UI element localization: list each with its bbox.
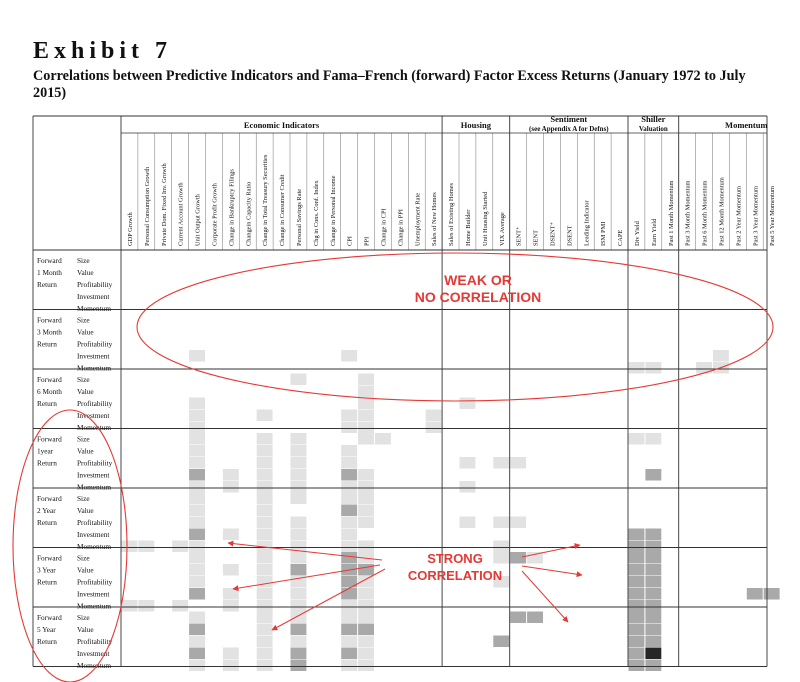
shaded-cell (189, 541, 205, 553)
column-label: Home Builder (464, 209, 472, 246)
shaded-cell (460, 517, 476, 529)
horizon-label: Return (37, 518, 57, 527)
column-label: CPI (346, 236, 354, 246)
shaded-cell (257, 636, 273, 648)
shaded-cell (257, 564, 273, 576)
shaded-cell (358, 541, 374, 553)
shaded-cell (189, 457, 205, 469)
shaded-cell (460, 457, 476, 469)
shaded-cell (257, 529, 273, 541)
horizon-label: Return (37, 637, 57, 646)
factor-label: Profitability (77, 339, 113, 349)
column-label: Personal Savings Rate (295, 188, 303, 246)
shaded-cell (375, 433, 391, 445)
factor-label: Investment (77, 470, 110, 480)
shaded-cell (358, 493, 374, 505)
weak-correlation-annotation (388, 272, 568, 306)
shaded-cell (341, 350, 357, 362)
column-label: Chg in Cons. Conf. Index (312, 180, 320, 246)
horizon-label: 1 Month (37, 268, 62, 277)
shaded-cell (510, 612, 526, 624)
horizon-label: Forward (37, 256, 62, 265)
shaded-cell (645, 541, 661, 553)
shaded-cell (645, 564, 661, 576)
shaded-cell (645, 576, 661, 588)
column-label: SENT⁺ (515, 226, 523, 246)
shaded-cell (291, 374, 307, 386)
shaded-cell (645, 433, 661, 445)
shaded-cell (189, 398, 205, 410)
factor-label: Momentum (77, 363, 112, 373)
shaded-cell (257, 624, 273, 636)
column-label: GDP Growth (126, 212, 134, 246)
factor-label: Value (77, 268, 94, 277)
shaded-cell (291, 624, 307, 636)
shaded-cell (341, 541, 357, 553)
shaded-cell (358, 612, 374, 624)
factor-label: Value (77, 625, 94, 634)
shaded-cell (189, 564, 205, 576)
shaded-cell (629, 636, 645, 648)
shaded-cell (257, 493, 273, 505)
shaded-cell (257, 612, 273, 624)
group-header-2-line-0: Sentiment (550, 114, 588, 124)
shaded-cell (291, 552, 307, 564)
shaded-cell (747, 588, 763, 600)
shaded-cell (358, 386, 374, 398)
shaded-cell (629, 624, 645, 636)
shaded-cell (645, 469, 661, 481)
shaded-cell (189, 624, 205, 636)
group-header-1-line-0: Housing (460, 120, 492, 130)
shaded-cell (291, 529, 307, 541)
shaded-cell (629, 612, 645, 624)
strong-annotation-line-2: CORRELATION (407, 568, 503, 583)
column-label: Past 2 Year Momentum (735, 185, 743, 246)
shaded-cell (341, 457, 357, 469)
shaded-cell (291, 481, 307, 493)
shaded-cell (527, 612, 543, 624)
cells-layer (122, 350, 780, 671)
shaded-cell (460, 398, 476, 410)
shaded-cell (629, 362, 645, 374)
shaded-cell (358, 588, 374, 600)
factor-label: Value (77, 387, 94, 396)
group-header-0-line-0: Economic Indicators (243, 120, 320, 130)
column-label: Change in Consumer Credit (279, 174, 287, 246)
horizon-label: Return (37, 458, 57, 468)
column-label: Private Dom. Fixed Inv. Growth (160, 163, 168, 246)
shaded-cell (629, 529, 645, 541)
horizon-label: Forward (37, 494, 62, 503)
shaded-cell (138, 600, 154, 612)
column-label: Change in CPI (380, 208, 388, 246)
shaded-cell (291, 469, 307, 481)
shaded-cell (645, 660, 661, 672)
shaded-cell (189, 576, 205, 588)
annotation-arrow (233, 565, 380, 589)
shaded-cell (358, 422, 374, 434)
horizon-label: Forward (37, 613, 62, 622)
factor-label: Profitability (77, 577, 113, 587)
factor-label: Value (77, 506, 94, 515)
shaded-cell (291, 445, 307, 457)
shaded-cell (358, 410, 374, 422)
column-label: Past 3 Year Momentum (752, 185, 760, 246)
column-label: Div Yield (633, 221, 641, 246)
column-label: Change in Personal Income (329, 175, 337, 246)
shaded-cell (257, 469, 273, 481)
shaded-cell (257, 445, 273, 457)
shaded-cell (291, 517, 307, 529)
horizon-label: 5 Year (37, 625, 56, 634)
shaded-cell (291, 636, 307, 648)
shaded-cell (341, 648, 357, 660)
shaded-cell (257, 576, 273, 588)
shaded-cell (629, 660, 645, 672)
column-label: Past 3 Month Momentum (684, 180, 692, 246)
exhibit-label: Exhibit 7 (33, 38, 173, 64)
factor-label: Investment (77, 292, 110, 301)
strong-annotation-line-1: STRONG (427, 551, 483, 566)
shaded-cell (189, 445, 205, 457)
shaded-cell (189, 660, 205, 672)
shaded-cell (223, 469, 239, 481)
column-label: PPI (363, 236, 371, 246)
column-label: SENT (532, 230, 540, 246)
column-label: VIX Average (498, 212, 506, 246)
shaded-cell (257, 552, 273, 564)
shaded-cell (358, 505, 374, 517)
shaded-cell (341, 493, 357, 505)
shaded-cell (645, 648, 661, 660)
factor-label: Momentum (77, 661, 112, 670)
shaded-cell (645, 588, 661, 600)
shaded-cell (189, 588, 205, 600)
factor-label: Profitability (77, 280, 113, 289)
shaded-cell (493, 517, 509, 529)
horizon-label: Return (37, 280, 57, 289)
shaded-cell (257, 517, 273, 529)
shaded-cell (629, 576, 645, 588)
shaded-cell (358, 660, 374, 672)
column-label: Personal Consumption Growth (143, 166, 151, 246)
column-label: Change in Total Treasury Securities (262, 154, 270, 246)
shaded-cell (426, 422, 442, 434)
shaded-cell (189, 433, 205, 445)
shaded-cell (629, 433, 645, 445)
shaded-cell (341, 600, 357, 612)
shaded-cell (257, 481, 273, 493)
horizon-label: Forward (37, 375, 62, 384)
shaded-cell (341, 481, 357, 493)
annotation-arrow (522, 566, 582, 575)
horizon-label: Forward (37, 315, 62, 325)
factor-label: Investment (77, 589, 110, 599)
shaded-cell (341, 660, 357, 672)
factor-label: Investment (77, 530, 110, 539)
shaded-cell (341, 505, 357, 517)
horizon-label: Return (37, 577, 57, 587)
factor-label: Size (77, 256, 90, 265)
shaded-cell (358, 564, 374, 576)
shaded-cell (341, 552, 357, 564)
shaded-cell (493, 636, 509, 648)
shaded-cell (358, 469, 374, 481)
shaded-cell (189, 469, 205, 481)
shaded-cell (341, 517, 357, 529)
shaded-cell (341, 410, 357, 422)
shaded-cell (645, 362, 661, 374)
column-label: Unemployment Rate (414, 192, 422, 246)
shaded-cell (189, 350, 205, 362)
shaded-cell (122, 541, 138, 553)
shaded-cell (223, 660, 239, 672)
shaded-cell (510, 517, 526, 529)
factor-label: Profitability (77, 518, 113, 527)
shaded-cell (291, 493, 307, 505)
factor-label: Size (77, 613, 90, 622)
factor-label: Size (77, 494, 90, 503)
column-label: Change in PPI (397, 209, 405, 246)
shaded-cell (257, 588, 273, 600)
shaded-cell (189, 422, 205, 434)
shaded-cell (223, 481, 239, 493)
shaded-cell (189, 481, 205, 493)
shaded-cell (223, 564, 239, 576)
weak-annotation-line-2: NO CORRELATION (414, 289, 542, 305)
annotation-arrow (522, 545, 580, 557)
shaded-cell (341, 529, 357, 541)
factor-label: Profitability (77, 458, 113, 468)
shaded-cell (138, 541, 154, 553)
shaded-cell (122, 600, 138, 612)
shaded-cell (172, 600, 188, 612)
column-label: Current Account Growth (177, 182, 185, 246)
shaded-cell (189, 517, 205, 529)
group-header-4-line-0: Momentum (725, 120, 768, 130)
shaded-cell (257, 457, 273, 469)
shaded-cell (257, 505, 273, 517)
shaded-cell (629, 541, 645, 553)
factor-label: Momentum (77, 304, 112, 313)
shaded-cell (189, 552, 205, 564)
column-label: Sales of New Homes (431, 192, 439, 246)
shaded-cell (291, 660, 307, 672)
shaded-cell (713, 350, 729, 362)
shaded-cell (341, 422, 357, 434)
factor-label: Momentum (77, 423, 112, 432)
exhibit-title: Correlations between Predictive Indicators and Fama–French (forward) Factor Excess Returns (January 1972 to July 2015) (33, 68, 746, 101)
shaded-cell (341, 612, 357, 624)
factor-label: Value (77, 327, 94, 337)
shaded-cell (223, 588, 239, 600)
group-header-3-line-0: Shiller (641, 114, 666, 124)
shaded-cell (257, 410, 273, 422)
shaded-cell (291, 648, 307, 660)
horizon-label: 6 Month (37, 387, 62, 396)
shaded-cell (189, 612, 205, 624)
factor-label: Profitability (77, 399, 113, 408)
column-label: Change in Bankruptcy Filings (228, 169, 236, 246)
horizon-label: 2 Year (37, 506, 56, 515)
column-label: Unit Housing Started (481, 191, 489, 246)
shaded-cell (645, 636, 661, 648)
column-label: CAPE (617, 229, 625, 246)
shaded-cell (341, 624, 357, 636)
factor-label: Momentum (77, 601, 112, 611)
shaded-cell (645, 612, 661, 624)
column-label: Changein Capacity Ratio (245, 181, 253, 246)
strong-correlation-annotation (380, 550, 530, 584)
column-label: Corporate Profit Growth (211, 183, 219, 246)
shaded-cell (223, 600, 239, 612)
factor-label: Size (77, 315, 90, 325)
factor-label: Profitability (77, 637, 113, 646)
shaded-cell (257, 648, 273, 660)
factor-label: Investment (77, 649, 110, 658)
shaded-cell (189, 648, 205, 660)
shaded-cell (460, 481, 476, 493)
shaded-cell (257, 433, 273, 445)
column-label: ISM PMI (600, 221, 608, 246)
shaded-cell (223, 648, 239, 660)
shaded-cell (358, 374, 374, 386)
shaded-cell (257, 600, 273, 612)
column-label: Past 12 Month Momentum (718, 177, 726, 246)
group-header-3-line-1: Valuation (638, 125, 668, 133)
shaded-cell (341, 636, 357, 648)
shaded-cell (358, 517, 374, 529)
shaded-cell (629, 552, 645, 564)
shaded-cell (358, 481, 374, 493)
shaded-cell (189, 636, 205, 648)
column-label: Leading Indicator (583, 200, 591, 246)
shaded-cell (341, 445, 357, 457)
horizon-label: Forward (37, 553, 62, 563)
text-layer (37, 114, 776, 670)
shaded-cell (629, 648, 645, 660)
shaded-cell (493, 457, 509, 469)
factor-label: Momentum (77, 542, 112, 551)
shaded-cell (291, 564, 307, 576)
factor-label: Investment (77, 411, 110, 420)
shaded-cell (223, 529, 239, 541)
shaded-cell (510, 457, 526, 469)
column-label: Past 6 Month Momentum (701, 180, 709, 246)
horizon-label: 3 Year (37, 565, 56, 575)
shaded-cell (358, 600, 374, 612)
column-label: Earn Yield (650, 218, 658, 246)
column-label: DSENT⁺ (549, 222, 557, 246)
shaded-cell (341, 588, 357, 600)
horizon-label: 1year (37, 446, 54, 456)
column-label: Unit Output Growth (194, 194, 202, 246)
factor-label: Value (77, 565, 94, 575)
shaded-cell (172, 541, 188, 553)
column-label: Past 5 Year Momentum (769, 185, 777, 246)
factor-label: Size (77, 375, 90, 384)
shaded-cell (189, 493, 205, 505)
shaded-cell (257, 660, 273, 672)
column-label: DSENT (566, 225, 574, 246)
shaded-cell (291, 588, 307, 600)
shaded-cell (291, 457, 307, 469)
shaded-cell (341, 469, 357, 481)
shaded-cell (645, 600, 661, 612)
factor-label: Size (77, 434, 90, 444)
column-label: Sales of Existing Homes (448, 182, 456, 246)
horizon-label: Forward (37, 434, 62, 444)
shaded-cell (358, 624, 374, 636)
shaded-cell (645, 529, 661, 541)
weak-annotation-line-1: WEAK OR (444, 272, 512, 288)
group-header-2-line-1: (see Appendix A for Defns) (529, 125, 609, 133)
shaded-cell (645, 552, 661, 564)
shaded-cell (629, 600, 645, 612)
shaded-cell (629, 588, 645, 600)
horizon-label: Return (37, 339, 57, 349)
shaded-cell (358, 636, 374, 648)
shaded-cell (426, 410, 442, 422)
shaded-cell (189, 505, 205, 517)
shaded-cell (291, 433, 307, 445)
factor-label: Momentum (77, 482, 112, 492)
shaded-cell (358, 398, 374, 410)
shaded-cell (189, 410, 205, 422)
shaded-cell (291, 600, 307, 612)
column-label: Past 1 Month Momentum (667, 180, 675, 246)
factor-label: Investment (77, 351, 110, 361)
shaded-cell (629, 564, 645, 576)
shaded-cell (764, 588, 780, 600)
shaded-cell (358, 433, 374, 445)
horizon-label: 3 Month (37, 327, 62, 337)
shaded-cell (358, 648, 374, 660)
shaded-cell (645, 624, 661, 636)
shaded-cell (189, 529, 205, 541)
horizon-label: Return (37, 399, 57, 408)
factor-label: Value (77, 446, 94, 456)
factor-label: Size (77, 553, 90, 563)
